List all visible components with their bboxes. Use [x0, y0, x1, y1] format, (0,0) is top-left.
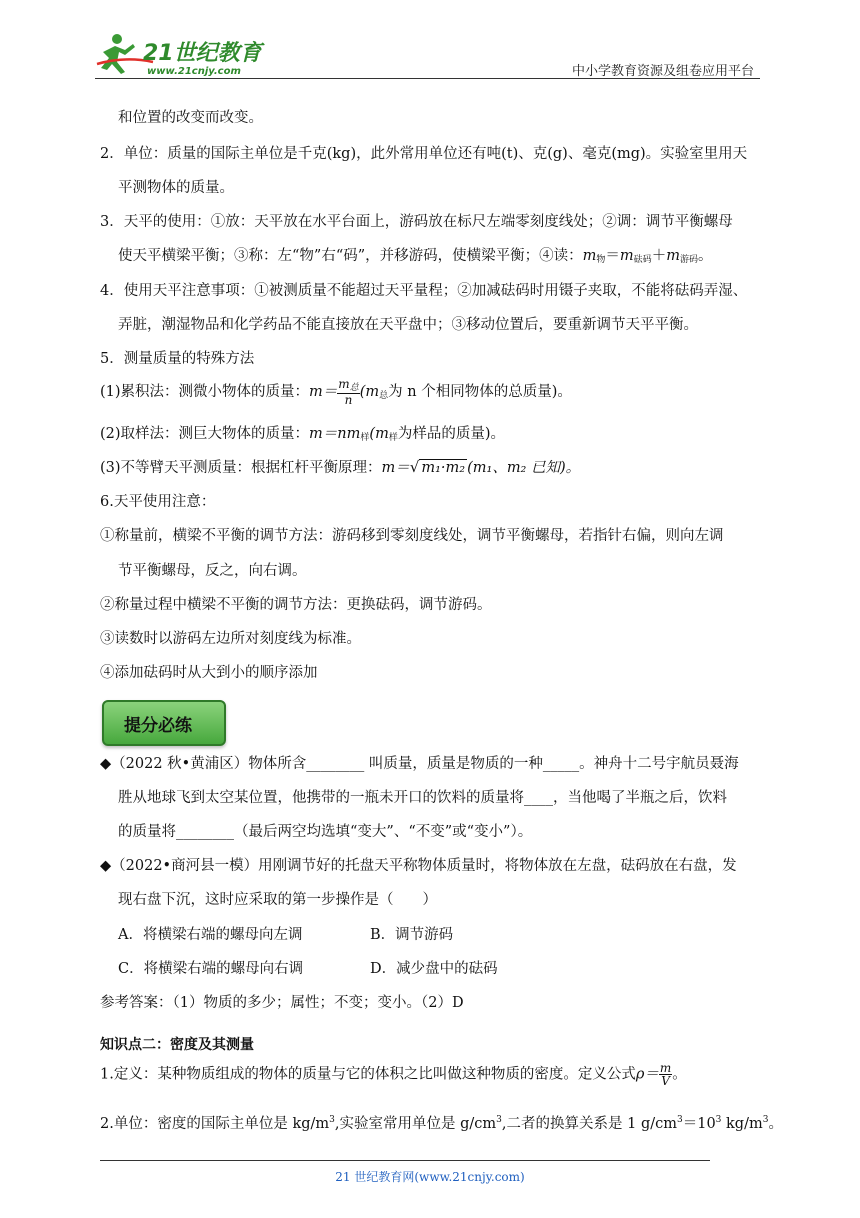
superscript: 3 — [676, 1115, 683, 1125]
text-segment: 为样品的质量)。 — [397, 426, 506, 442]
text-line: 5．测量质量的特殊方法 — [100, 351, 255, 367]
formula-sub: 总 — [379, 391, 389, 401]
superscript: 3 — [715, 1115, 722, 1125]
page-header — [95, 30, 760, 82]
formula-op: ＋ — [651, 248, 667, 264]
superscript: 3 — [329, 1115, 335, 1125]
practice-badge — [102, 700, 226, 746]
footer-link[interactable]: 21 世纪教育网(www.21cnjy.com) — [335, 1170, 525, 1184]
formula-var: (m — [359, 384, 380, 400]
question-line: 的质量将________（最后两空均选填“变大”、“不变”或“变小”）。 — [118, 824, 533, 840]
text-line — [100, 456, 580, 477]
fraction-denominator: V — [661, 1074, 670, 1088]
logo-text: 21世纪教育 — [143, 41, 262, 66]
text-segment: (2)取样法：测巨大物体的质量： — [100, 426, 310, 442]
text-line — [100, 1112, 783, 1133]
section-title: 知识点二：密度及其测量 — [100, 1037, 254, 1053]
text-line: 弄脏，潮湿物品和化学药品不能直接放在天平盘中；③移动位置后，要重新调节天平平衡。 — [118, 317, 698, 333]
text-segment: (m₁、m₂ 已知)。 — [467, 460, 581, 476]
option-d: D．减少盘中的砝码 — [370, 961, 498, 977]
text-segment: ,实验室常用单位是 g/cm — [334, 1116, 497, 1132]
logo-url: www.21cnjy.com — [147, 66, 241, 77]
footer-divider — [100, 1160, 710, 1161]
question-line: ◆（2022 秋•黄浦区）物体所含________ 叫质量，质量是物质的一种_____。神舟十二号宇航员聂海 — [100, 756, 739, 772]
formula-var: m＝ — [381, 460, 410, 476]
text-line — [118, 244, 712, 265]
text-line: 3．天平的使用：①放：天平放在水平台面上，游码放在标尺左端零刻度线处；②调：调节平衡螺母 — [100, 214, 733, 230]
text-line: 6.天平使用注意： — [100, 494, 216, 510]
text-segment: kg/m — [721, 1116, 763, 1132]
text-line: 和位置的改变而改变。 — [118, 110, 263, 126]
formula-sub: 物 — [596, 255, 606, 265]
header-divider — [95, 78, 760, 79]
formula-sub: 总 — [349, 383, 359, 393]
text-segment: ＝10 — [682, 1116, 716, 1132]
formula-sub: 砝码 — [633, 255, 652, 265]
text-line — [100, 378, 572, 406]
formula-sub: 样 — [388, 433, 398, 443]
fraction — [337, 378, 359, 406]
formula-var: m — [666, 248, 680, 264]
answer-line: 参考答案：（1）物质的多少；属性；不变；变小。（2）D — [100, 995, 464, 1011]
header-platform-name: 中小学教育资源及组卷应用平台 — [571, 64, 754, 79]
sqrt-content: m₁·m₂ — [421, 460, 466, 476]
fraction-numerator: m — [338, 377, 350, 391]
text-segment: 1.定义：某种物质组成的物体的质量与它的体积之比叫做这种物质的密度。定义公式 — [100, 1066, 636, 1083]
text-segment: (3)不等臂天平测质量：根据杠杆平衡原理： — [100, 460, 382, 476]
formula-sub: 游码 — [679, 255, 698, 265]
text-line: ②称量过程中横梁不平衡的调节方法：更换砝码，调节游码。 — [100, 597, 492, 613]
text-line: ④添加砝码时从大到小的顺序添加 — [100, 665, 318, 681]
text-segment: (1)累积法：测微小物体的质量： — [100, 384, 310, 400]
text-line: 平测物体的质量。 — [118, 180, 234, 196]
formula-var: m — [619, 248, 634, 264]
site-logo — [95, 32, 265, 78]
text-line — [100, 422, 505, 443]
fraction-numerator: m — [659, 1061, 672, 1075]
option-c: C．将横梁右端的螺母向右调 — [118, 961, 304, 977]
fraction-denominator: n — [344, 393, 353, 407]
formula-op: ＝ — [605, 248, 620, 264]
option-b: B．调节游码 — [370, 927, 454, 943]
formula-var: (m — [369, 426, 389, 442]
text-line: 4．使用天平注意事项：①被测质量不能超过天平量程；②加减砝码时用镊子夹取，不能将砝码弄湿、 — [100, 283, 748, 299]
text-segment: 为 n 个相同物体的总质量)。 — [388, 384, 572, 400]
text-segment: 。 — [697, 248, 713, 264]
text-line: 节平衡螺母，反之，向右调。 — [118, 563, 307, 579]
formula-var: ρ＝ — [635, 1066, 659, 1083]
text-segment: ,二者的换算关系是 1 g/cm — [501, 1116, 677, 1132]
fraction — [659, 1062, 672, 1087]
text-line — [100, 1062, 687, 1087]
text-segment: 。 — [768, 1116, 783, 1132]
formula-var: m＝ — [309, 384, 338, 400]
text-segment: 2.单位：密度的国际主单位是 kg/m — [100, 1116, 330, 1132]
text-segment: 使天平横梁平衡；③称：左“物”右“码”，并移游码，使横梁平衡；④读： — [118, 248, 583, 264]
sqrt-sign: √ — [409, 458, 420, 476]
text-segment: 。 — [672, 1066, 687, 1083]
formula-sub: 样 — [360, 433, 370, 443]
question-line: ◆（2022•商河县一模）用刚调节好的托盘天平称物体质量时，将物体放在左盘，砝码放在右盘，发 — [100, 858, 737, 874]
text-line: 2．单位：质量的国际主单位是千克(kg)，此外常用单位还有吨(t)、克(g)、毫克(mg)。实验室里用天 — [100, 146, 748, 162]
text-line: ③读数时以游码左边所对刻度线为标准。 — [100, 631, 361, 647]
formula-var: m＝nm — [309, 426, 361, 442]
superscript: 3 — [496, 1115, 502, 1125]
option-a: A．将横梁右端的螺母向左调 — [118, 927, 303, 943]
badge-label: 提分必练 — [124, 716, 192, 736]
superscript: 3 — [762, 1115, 769, 1125]
formula-var: m — [582, 248, 597, 264]
text-line: ①称量前，横梁不平衡的调节方法：游码移到零刻度线处，调节平衡螺母，若指针右偏，则向左调 — [100, 528, 724, 544]
question-line: 现右盘下沉，这时应采取的第一步操作是（ ） — [118, 892, 437, 908]
question-line: 胜从地球飞到太空某位置，他携带的一瓶未开口的饮料的质量将____，当他喝了半瓶之后，饮料 — [118, 790, 727, 806]
